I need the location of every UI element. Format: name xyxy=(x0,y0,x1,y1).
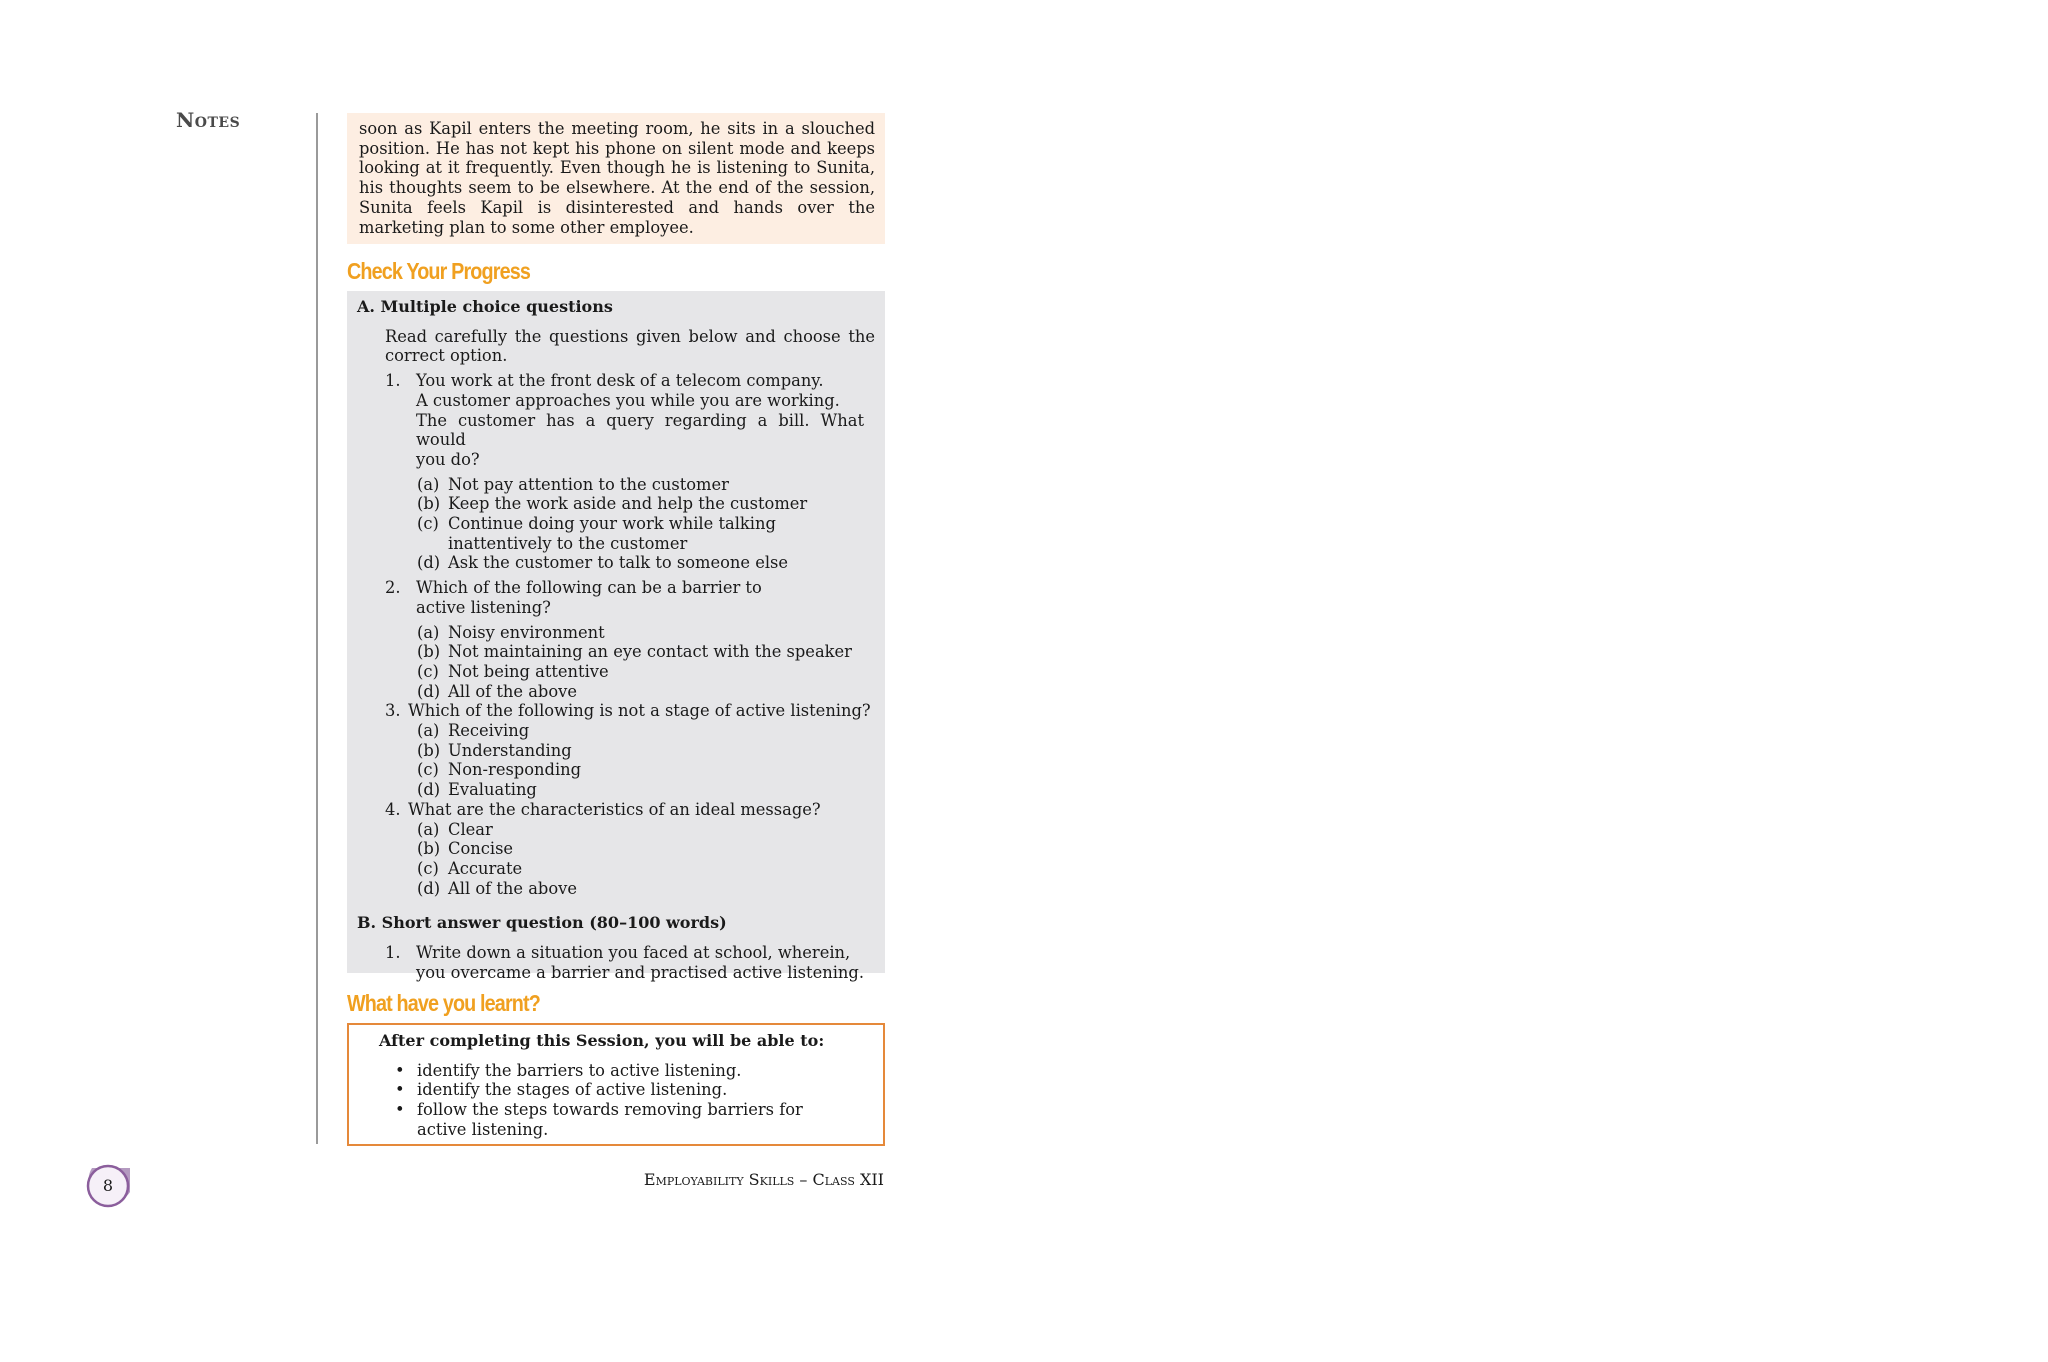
option-item xyxy=(417,553,875,573)
option-item xyxy=(417,642,875,662)
option-label: (b) xyxy=(417,740,441,760)
option-item xyxy=(417,721,875,741)
option-text: Clear xyxy=(448,819,493,839)
option-text: Non-responding xyxy=(448,760,582,780)
option-label: (c) xyxy=(417,760,439,780)
question-2 xyxy=(385,578,875,617)
question-text: The customer has a query regarding a bill. What would xyxy=(416,410,864,450)
bullet-text: active listening. xyxy=(417,1119,549,1139)
page-number-badge xyxy=(84,1160,134,1210)
question-text: active listening? xyxy=(416,597,551,617)
question-text: A customer approaches you while you are working. xyxy=(416,390,840,410)
option-text: Receiving xyxy=(448,721,530,741)
story-box xyxy=(347,113,885,244)
option-label: (c) xyxy=(417,661,439,681)
question-number: 1. xyxy=(385,943,401,963)
option-text: Evaluating xyxy=(448,780,537,800)
bullet-text: identify the barriers to active listening. xyxy=(417,1060,742,1080)
margin-divider xyxy=(316,113,318,1144)
option-text: Not pay attention to the customer xyxy=(448,474,729,494)
notes-margin-label: Notes xyxy=(176,108,241,132)
story-text: soon as Kapil enters the meeting room, he sits in a slouched position. He has not kept his phone on silent mode and keeps looking at it frequently. Even though he is listening to Sunita, his thoughts seem to be elsewhere. At the end of the session, Sunita feels Kapil is disinterested and hands over the marketing plan to some other employee. xyxy=(359,119,875,237)
running-footer-title: Employability Skills – Class XII xyxy=(643,1170,884,1189)
option-item xyxy=(417,662,875,682)
page-number: 8 xyxy=(102,1176,114,1195)
option-item xyxy=(417,820,875,840)
option-item xyxy=(417,839,875,859)
bullet-dot: • xyxy=(395,1100,405,1120)
option-text: All of the above xyxy=(448,681,577,701)
option-item xyxy=(417,741,875,761)
option-text: Ask the customer to talk to someone else xyxy=(448,553,789,573)
question-text: you do? xyxy=(416,449,480,469)
option-item xyxy=(417,514,875,553)
option-item xyxy=(417,682,875,702)
option-label: (b) xyxy=(417,642,441,662)
option-label: (b) xyxy=(417,839,441,859)
section-b-title: B. Short answer question (80–100 words) xyxy=(357,913,727,933)
option-label: (a) xyxy=(417,721,440,741)
bullet-dot: • xyxy=(395,1060,405,1080)
question-text: Which of the following can be a barrier to xyxy=(416,578,762,598)
option-label: (a) xyxy=(417,622,440,642)
option-item xyxy=(417,494,875,514)
question-text: You work at the front desk of a telecom company. xyxy=(416,371,824,391)
option-label: (c) xyxy=(417,514,439,534)
question-1 xyxy=(385,371,875,470)
option-item xyxy=(417,760,875,780)
learnt-intro: After completing this Session, you will be able to: xyxy=(379,1031,825,1050)
bullet-text: follow the steps towards removing barriers for xyxy=(417,1100,803,1120)
bullet-dot: • xyxy=(395,1080,405,1100)
option-text: Continue doing your work while talking xyxy=(448,514,776,534)
check-progress-heading: Check Your Progress xyxy=(347,258,531,284)
option-text: Not being attentive xyxy=(448,661,609,681)
option-text: Concise xyxy=(448,839,514,859)
question-number: 1. xyxy=(385,371,401,391)
option-text: Keep the work aside and help the customer xyxy=(448,494,808,514)
question-text: Which of the following is not a stage of active listening? xyxy=(408,701,871,721)
option-label: (b) xyxy=(417,494,441,514)
option-label: (a) xyxy=(417,819,440,839)
option-label: (d) xyxy=(417,553,441,573)
section-a-instruction: Read carefully the questions given below and choose the correct option. xyxy=(385,326,875,366)
option-label: (c) xyxy=(417,858,439,878)
option-item xyxy=(417,475,875,495)
what-learnt-heading: What have you learnt? xyxy=(347,990,540,1016)
question-3 xyxy=(385,701,875,721)
bullet-text: identify the stages of active listening. xyxy=(417,1080,728,1100)
question-text: Write down a situation you faced at school, wherein, xyxy=(416,943,851,963)
question-4 xyxy=(385,800,875,820)
question-number: 4. xyxy=(385,799,401,819)
option-text: Understanding xyxy=(448,740,572,760)
short-answer-question xyxy=(385,943,875,982)
learnt-bullet xyxy=(395,1100,873,1139)
progress-box xyxy=(347,291,885,982)
learnt-bullet xyxy=(395,1061,873,1081)
option-label: (d) xyxy=(417,780,441,800)
option-label: (d) xyxy=(417,878,441,898)
section-a-title: A. Multiple choice questions xyxy=(357,297,613,316)
option-text: All of the above xyxy=(448,878,577,898)
learnt-bullet xyxy=(395,1080,873,1100)
question-text: What are the characteristics of an ideal message? xyxy=(408,799,821,819)
option-item xyxy=(417,859,875,879)
question-number: 2. xyxy=(385,578,401,598)
question-number: 3. xyxy=(385,701,401,721)
option-text: Noisy environment xyxy=(448,622,605,642)
question-text: you overcame a barrier and practised active listening. xyxy=(416,962,864,982)
option-item xyxy=(417,879,875,899)
option-text: Accurate xyxy=(448,858,523,878)
option-item xyxy=(417,780,875,800)
option-text: Not maintaining an eye contact with the speaker xyxy=(448,642,852,662)
option-label: (d) xyxy=(417,681,441,701)
option-label: (a) xyxy=(417,474,440,494)
option-item xyxy=(417,623,875,643)
learnt-box xyxy=(347,1023,885,1146)
option-text: inattentively to the customer xyxy=(448,533,688,553)
